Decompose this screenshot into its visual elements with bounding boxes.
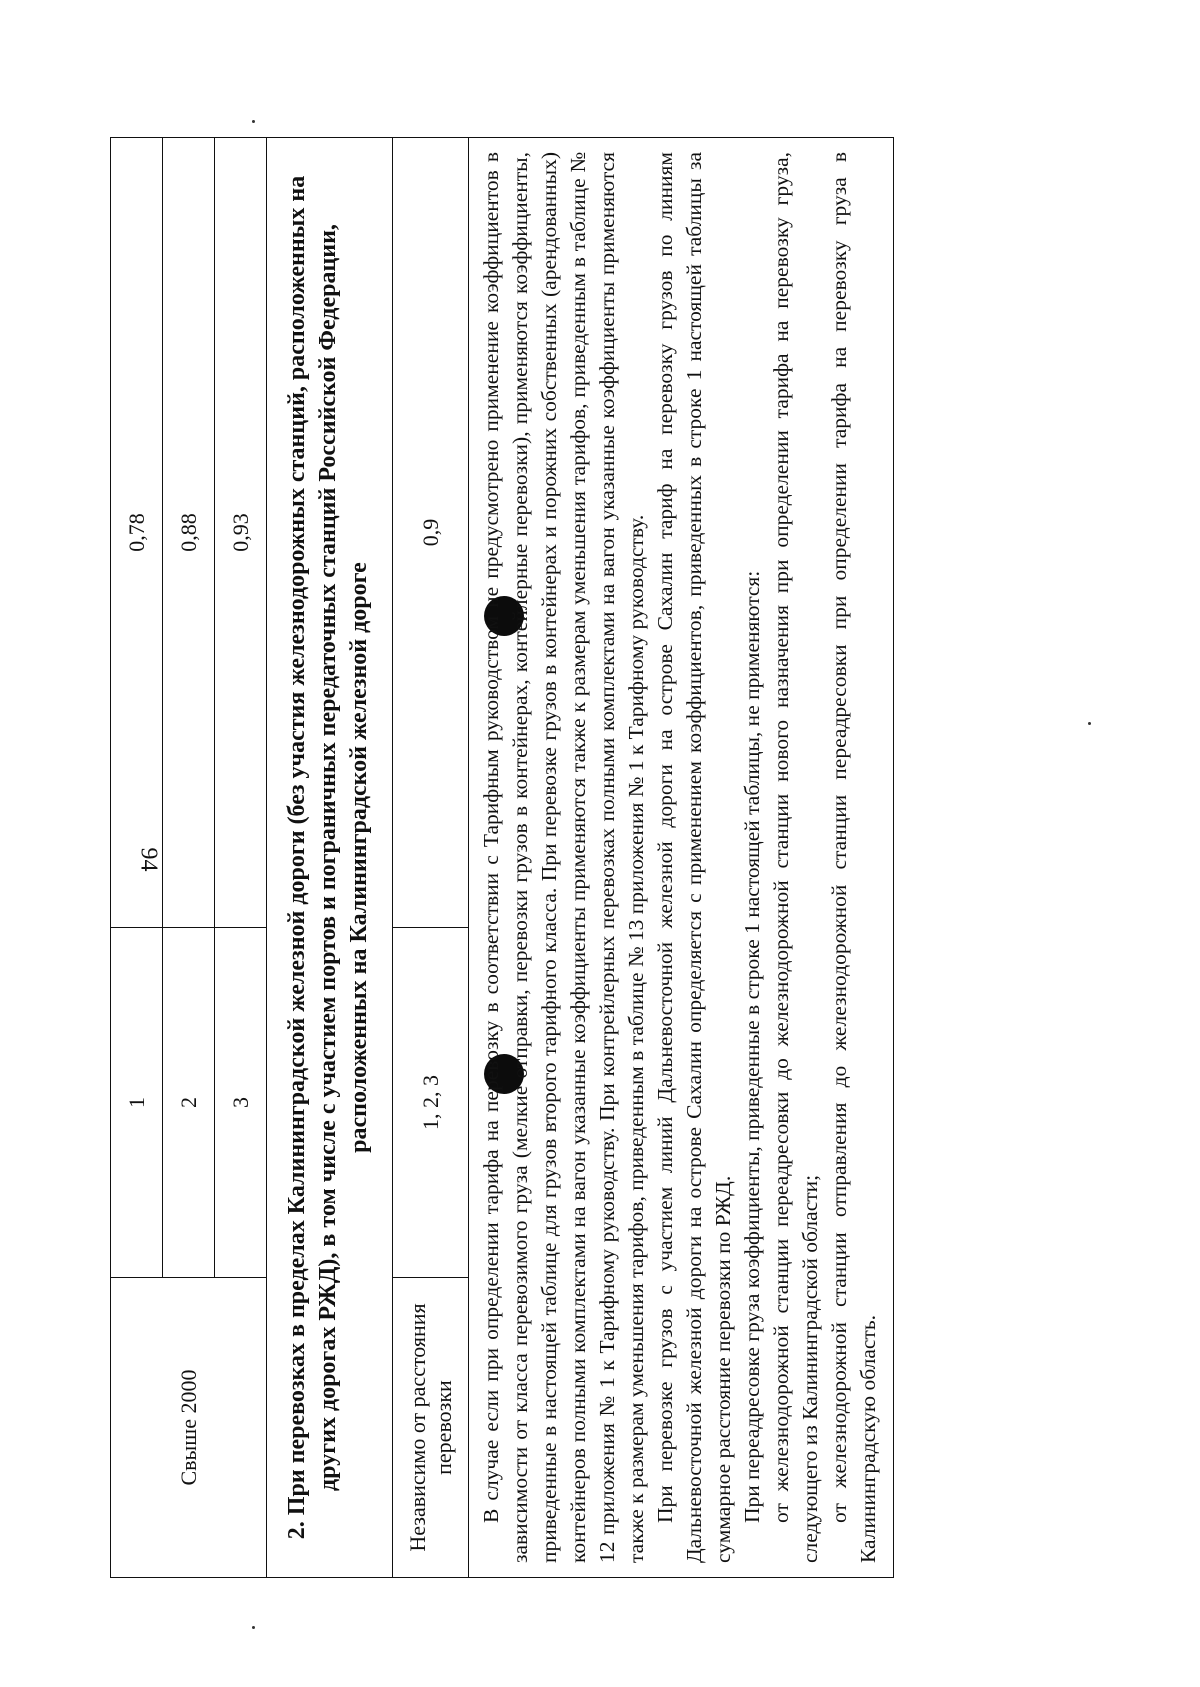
distance-label-cell: Независимо от расстояния перевозки xyxy=(393,1278,469,1578)
coefficient-table xyxy=(110,137,894,1578)
note-paragraph: от железнодорожной станции переадресовки до железнодорожной станции нового назначения при определении тарифа на перевозку груза, следующего из Калининградской области; xyxy=(769,152,823,1563)
note-paragraph: от железнодорожной станции отправления до железнодорожной станции переадресовки при определении тарифа на перевозку груза в Калининградскую область. xyxy=(827,152,881,1563)
scan-speck xyxy=(1088,722,1091,725)
coefficient-cell: 0,93 xyxy=(215,138,267,928)
distance-label-cell: Свыше 2000 xyxy=(111,1278,267,1578)
page-number: 94 xyxy=(135,847,162,872)
table-row xyxy=(111,138,163,1578)
coefficient-cell: 0,88 xyxy=(163,138,215,928)
zone-cell: 3 xyxy=(215,928,267,1278)
scan-speck xyxy=(252,1626,255,1629)
section-heading: 2. При перевозках в пределах Калининградской железной дороги (без участия железнодорожных станций, расположенных на других дорогах РЖД), в том числе с участием портов и пограничных передаточных станций Российской Федерации, расположенных на Калининградской железной дороге xyxy=(267,138,393,1578)
coefficient-cell: 0,78 xyxy=(111,138,163,928)
rotated-document xyxy=(110,138,1010,1578)
note-paragraph: При перевозке грузов с участием линий Дальневосточной железной дороги на острове Сахалин тариф на перевозку грузов по линиям Дальневосточной железной дороги на острове Сахалин определяется с применением коэффициентов, приведенных в строке 1 настоящей таблицы за суммарное расстояние перевозки по РЖД. xyxy=(653,152,736,1563)
table-row xyxy=(267,138,393,1578)
coefficient-cell: 0,9 xyxy=(393,138,469,928)
table-row xyxy=(469,138,894,1578)
zone-cell: 1 xyxy=(111,928,163,1278)
note-paragraph: При переадресовке груза коэффициенты, приведенные в строке 1 настоящей таблицы, не применяются: xyxy=(740,570,765,1523)
notes-cell xyxy=(469,138,894,1578)
zone-cell: 1, 2, 3 xyxy=(393,928,469,1278)
note-paragraph: В случае если при определении тарифа на перевозку в соответствии с Тарифным руководством не предусмотрено применение коэффициентов в зависимости от класса перевозимого груза (мелкие отправки, перевозки грузов в контейнерах, контейлерные перевозки), применяются коэффициенты, приведенные в настоящей таблице для грузов второго тарифного класса. При перевозке грузов в контейнерах и порожних собственных (арендованных) контейнеров полными комплектами на вагон указанные коэффициенты применяются также к размерам уменьшения тарифов, приведенным в таблице № 12 приложения № 1 к Тарифному руководству. При контрейлерных перевозках полными комплектами на вагон указанные коэффициенты применяются также к размерам уменьшения тарифов, приведенным в таблице № 13 приложения № 1 к Тарифному руководству. xyxy=(479,152,649,1563)
table-row xyxy=(393,138,469,1578)
scan-speck xyxy=(252,120,255,123)
zone-cell: 2 xyxy=(163,928,215,1278)
